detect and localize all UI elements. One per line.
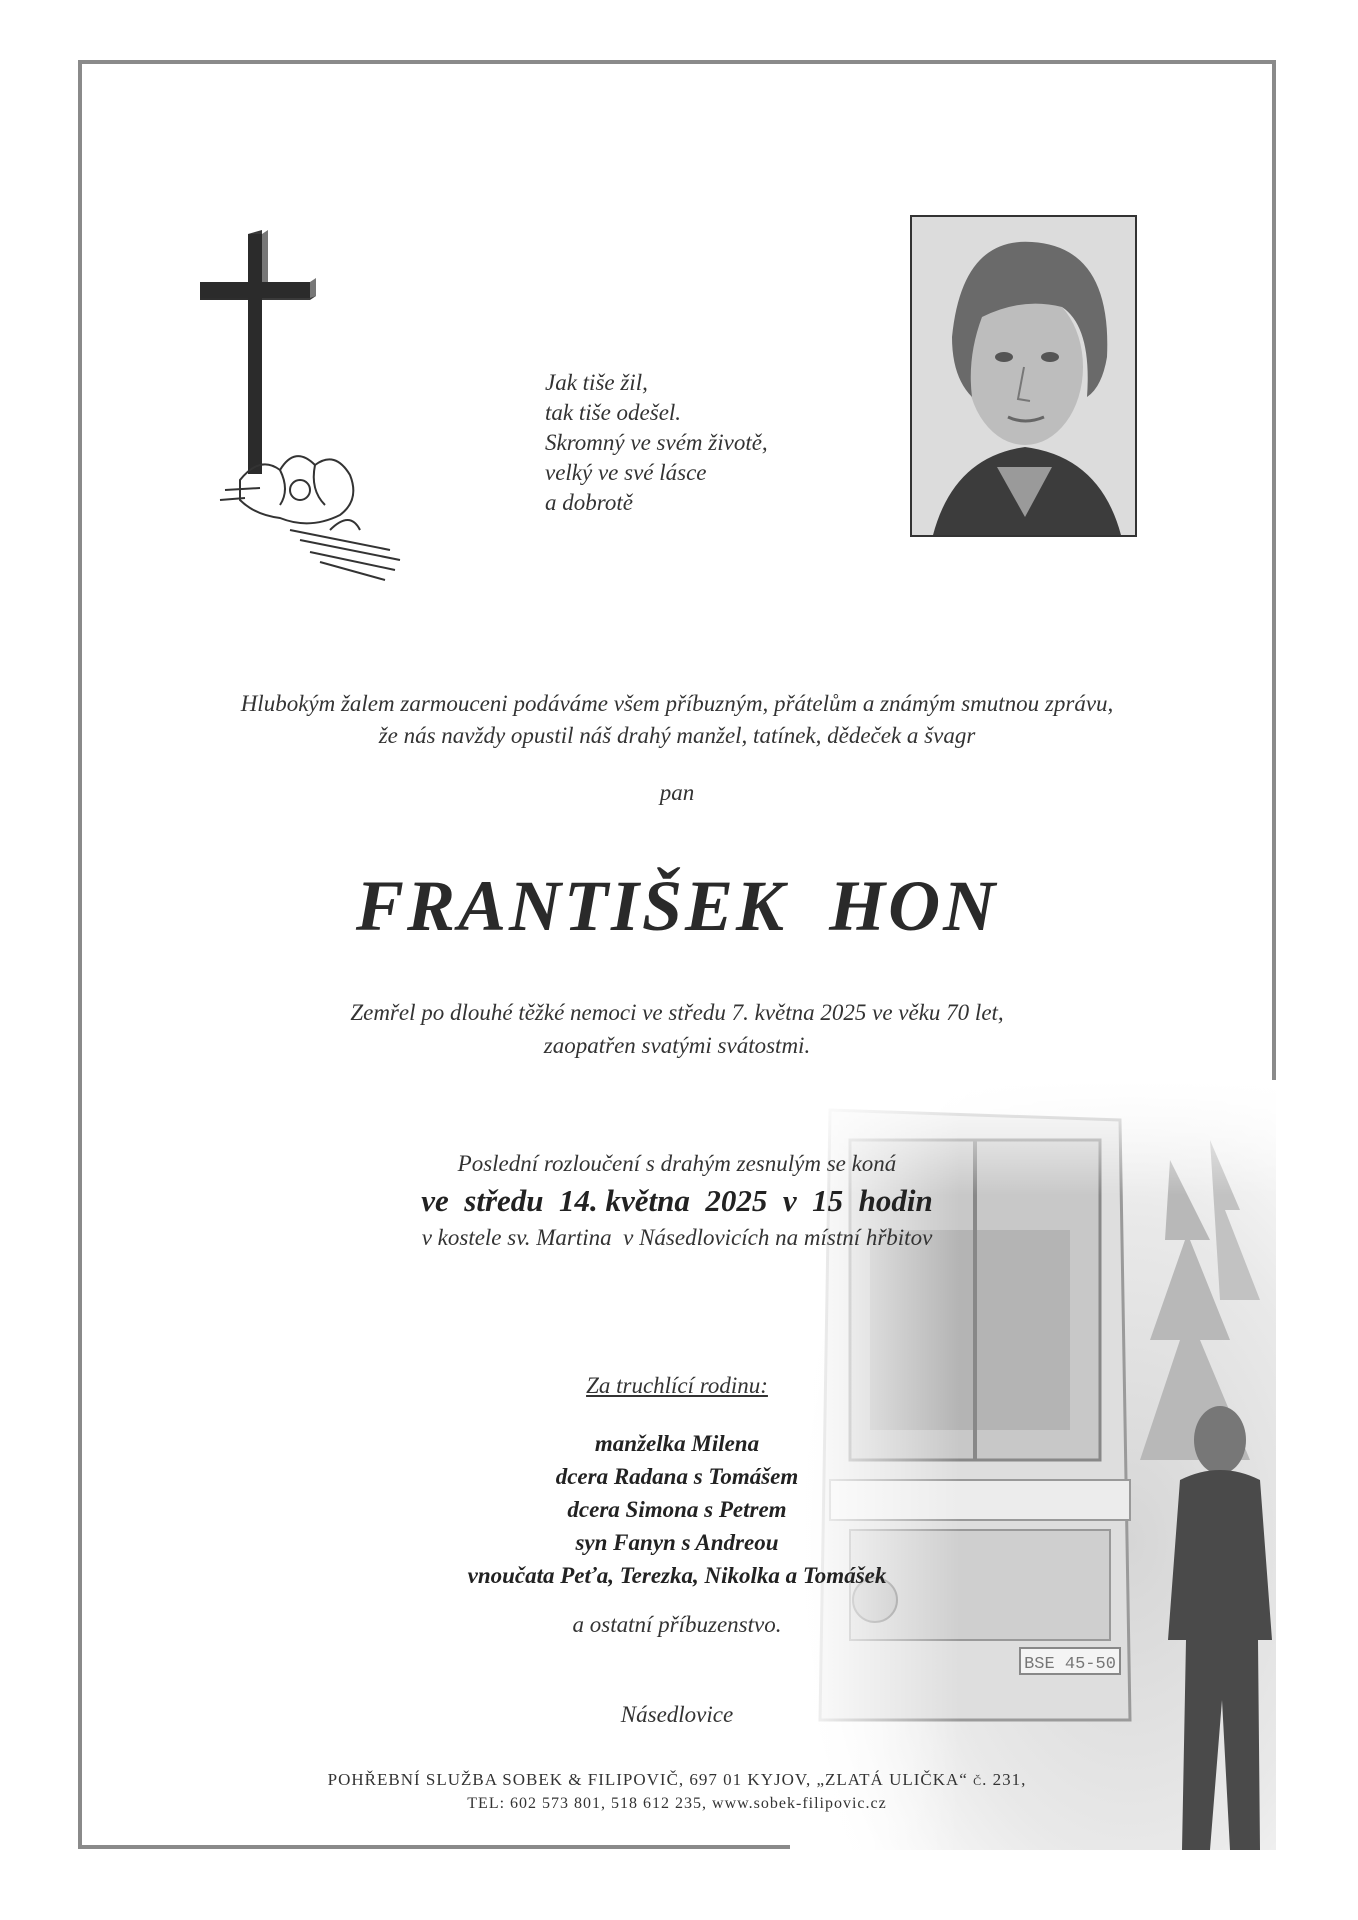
mourners-heading: Za truchlící rodinu: [586, 1373, 768, 1398]
poem-line: tak tiše odešel. [545, 400, 682, 425]
funeral-location: v kostele sv. Martina v Násedlovicích na místní hřbitov [421, 1225, 933, 1250]
family-member: dcera Radana s Tomášem [555, 1464, 799, 1489]
funeral-date: ve středu 14. května 2025 v 15 hodin [421, 1183, 933, 1218]
deceased-name-text: FRANTIŠEK HON [355, 866, 999, 946]
deceased-name [78, 865, 1276, 948]
cross-icon [200, 230, 316, 474]
footer-contact: TEL: 602 573 801, 518 612 235, www.sobek-filipovic.cz [467, 1795, 887, 1812]
place-name: Násedlovice [620, 1702, 734, 1727]
footer-address: POHŘEBNÍ SLUŽBA SOBEK & FILIPOVIČ, 697 01 KYJOV, „ZLATÁ ULIČKA“ č. 231, [327, 1770, 1027, 1789]
announcement-line: že nás navždy opustil náš drahý manžel, tatínek, dědeček a švagr [378, 723, 976, 748]
title-pan: pan [659, 780, 695, 805]
family-list [78, 1427, 1276, 1592]
death-info [78, 996, 1276, 1062]
poem [545, 368, 865, 518]
funeral-info-line: Poslední rozloučení s drahým zesnulým se koná [457, 1151, 897, 1176]
announcement-line: Hlubokým žalem zarmouceni podáváme všem příbuzným, přátelům a známým smutnou zprávu, [240, 691, 1114, 716]
family-member: vnoučata Peťa, Terezka, Nikolka a Tomášek [467, 1563, 887, 1588]
portrait-photo [910, 215, 1137, 537]
poem-line: Jak tiše žil, [545, 370, 648, 395]
cross-with-flowers [200, 230, 420, 590]
poem-line: Skromný ve svém životě, [545, 430, 768, 455]
death-info-line: zaopatřen svatými svátostmi. [543, 1033, 811, 1058]
funeral-service-footer [78, 1768, 1276, 1816]
flower-icon [220, 456, 400, 580]
poem-line: a dobrotě [545, 490, 633, 515]
death-info-line: Zemřel po dlouhé těžké nemoci ve středu 7. května 2025 ve věku 70 let, [350, 1000, 1004, 1025]
other-relatives: a ostatní příbuzenstvo. [572, 1612, 782, 1637]
family-member: manželka Milena [594, 1431, 760, 1456]
funeral-info [78, 1148, 1276, 1254]
family-member: syn Fanyn s Andreou [575, 1530, 779, 1555]
announcement-text [78, 688, 1276, 752]
family-member: dcera Simona s Petrem [567, 1497, 787, 1522]
poem-line: velký ve své lásce [545, 460, 707, 485]
